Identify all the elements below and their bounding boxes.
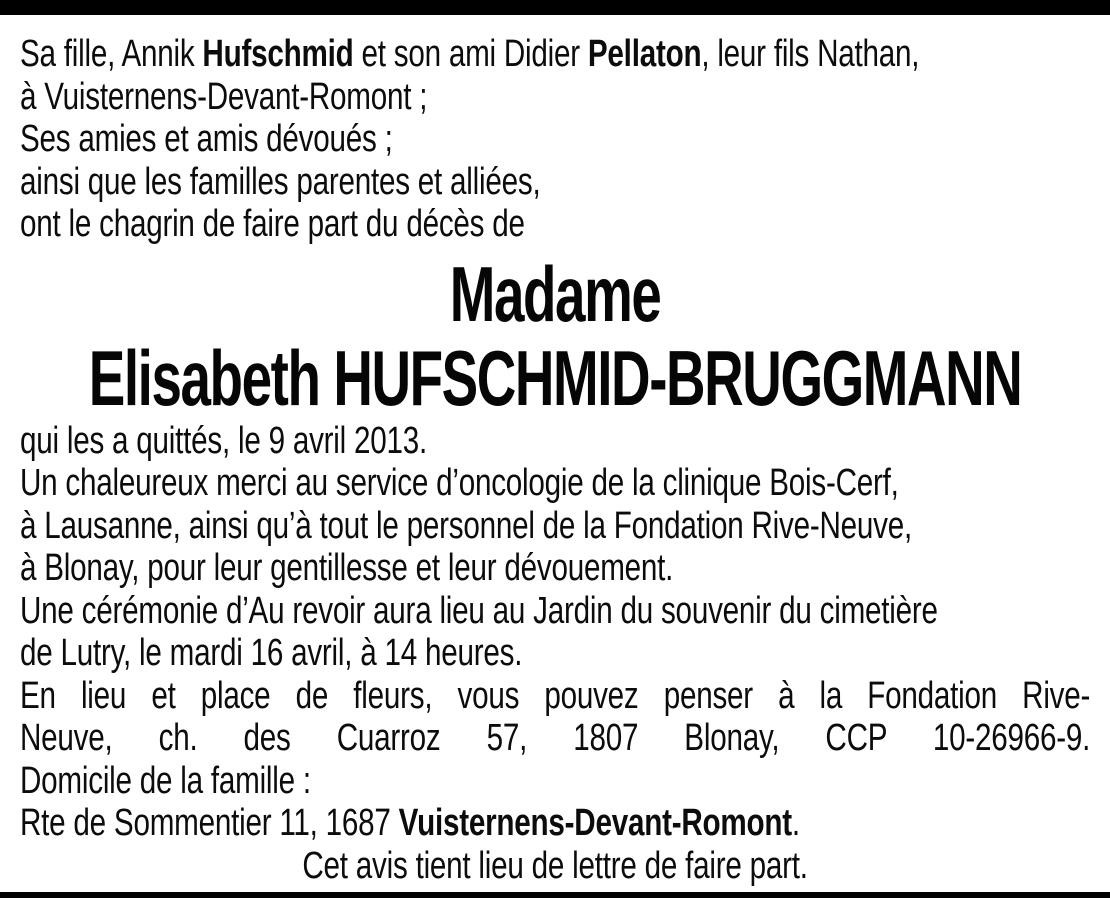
donation-line-2: Neuve, ch. des Cuarroz 57, 1807 Blonay, CCP 10-26966-9. [20,717,1091,759]
intro-line-announcement: ont le chagrin de faire part du décès de [20,203,525,245]
address-period: . [791,802,800,844]
intro-line-families: ainsi que les familles parentes et alliées, [20,160,541,203]
notice-title-madame: Madame [449,249,661,338]
intro-text: et son ami Didier [353,33,588,75]
family-name-pellaton: Pellaton [587,33,702,75]
ceremony-line-2: de Lutry, le mardi 16 avril, à 14 heures. [20,632,523,674]
domicile-label: Domicile de la famille : [20,759,311,802]
ceremony-line-1: Une cérémonie d’Au revoir aura lieu au Jardin du souvenir du cimetière [20,589,938,632]
notice-content [20,33,1090,887]
address-text: Rte de Sommentier 11, 1687 [20,802,399,844]
top-border-rule [0,0,1110,15]
death-date-line: qui les a quittés, le 9 avril 2013. [20,419,428,462]
intro-line-friends: Ses amies et amis dévoués ; [20,118,393,160]
family-address-line [20,802,1090,845]
intro-text: Sa fille, Annik [20,33,203,75]
thanks-line-1: Un chaleureux merci au service d’oncologie de la clinique Bois-Cerf, [20,462,899,504]
family-name-hufschmid: Hufschmid [202,33,354,75]
bottom-border-rule [0,892,1110,898]
intro-line-location: à Vuisternens-Devant-Romont ; [20,75,428,118]
intro-line-family [20,33,1090,76]
address-town-bold: Vuisternens-Devant-Romont [398,802,792,844]
intro-text: , leur fils Nathan, [701,33,920,75]
closing-line: Cet avis tient lieu de lettre de faire part. [302,844,808,887]
deceased-name: Elisabeth HUFSCHMID-BRUGGMANN [88,333,1022,422]
notice-text-block [20,33,1090,887]
donation-line-1: En lieu et place de fleurs, vous pouvez penser à la Fondation Rive- [20,674,1091,717]
thanks-line-2: à Lausanne, ainsi qu’à tout le personnel de la Fondation Rive-Neuve, [20,504,913,547]
thanks-line-3: à Blonay, pour leur gentillesse et leur dévouement. [20,547,674,589]
